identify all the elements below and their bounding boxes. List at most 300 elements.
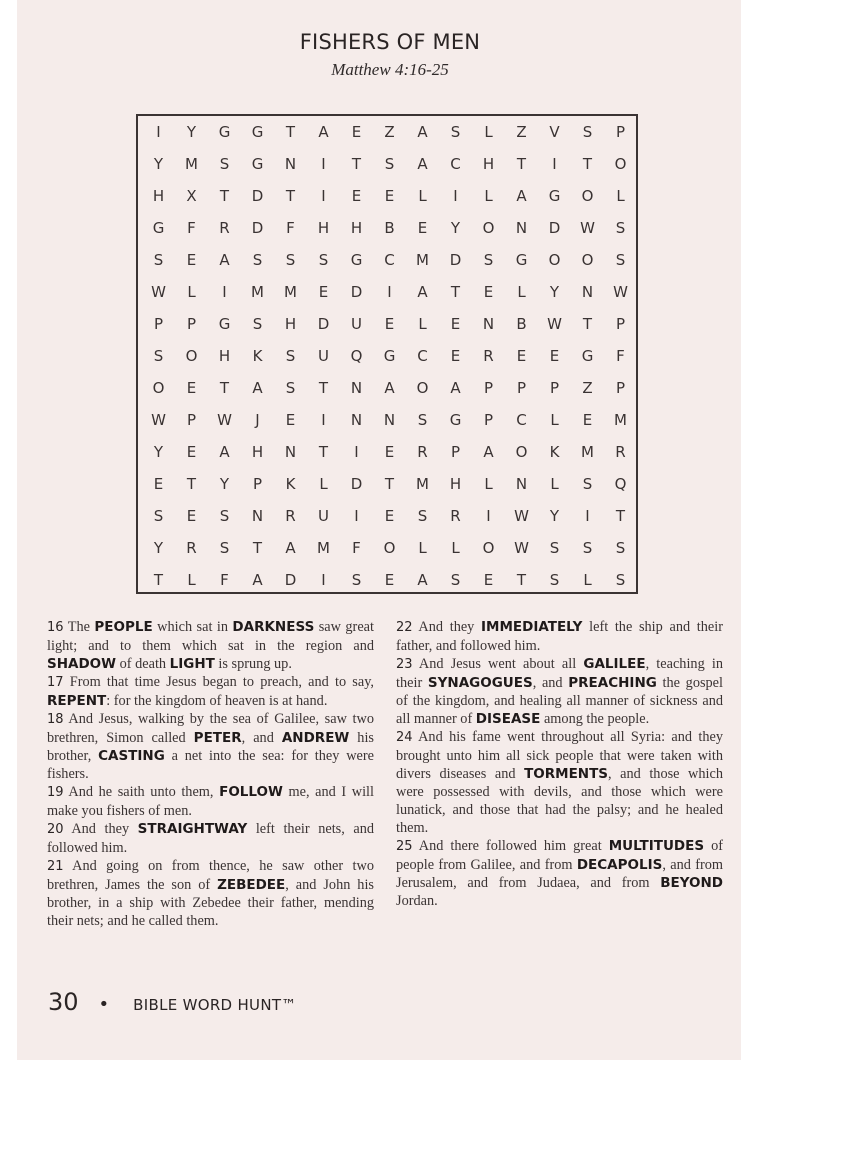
grid-letter: I <box>321 571 326 589</box>
grid-letter: M <box>185 155 198 173</box>
grid-letter: E <box>153 475 164 493</box>
grid-letter: E <box>516 347 527 365</box>
verse-number: 24 <box>396 730 413 745</box>
grid-row <box>138 244 636 276</box>
verse-18 <box>47 710 374 783</box>
grid-letter: M <box>317 539 330 557</box>
grid-letter: O <box>614 155 627 173</box>
grid-letter: N <box>383 411 396 429</box>
keyword: TORMENTS <box>524 766 609 782</box>
keyword: PREACHING <box>568 675 657 691</box>
grid-letter: Y <box>153 539 164 557</box>
grid-letter: I <box>354 507 359 525</box>
grid-letter: S <box>153 251 164 269</box>
grid-letter: T <box>582 155 593 173</box>
grid-letter: R <box>186 539 197 557</box>
grid-letter: H <box>218 347 231 365</box>
grid-letter: G <box>383 347 396 365</box>
grid-letter: T <box>219 379 230 397</box>
grid-letter: S <box>351 571 362 589</box>
grid-letter: C <box>384 251 395 269</box>
verse-text: , teaching in their <box>396 656 723 691</box>
grid-letter: F <box>286 219 295 237</box>
grid-letter: G <box>515 251 528 269</box>
grid-letter: M <box>284 283 297 301</box>
scripture-reference: Matthew 4:16-25 <box>331 60 449 79</box>
grid-letter: O <box>581 251 594 269</box>
verse-text: of people from Galilee, and from <box>396 838 723 873</box>
verse-text: me, and I will make you fishers of men. <box>47 784 374 819</box>
grid-letter: T <box>318 443 329 461</box>
grid-letter: S <box>615 571 626 589</box>
grid-letter: W <box>151 283 166 301</box>
grid-letter: F <box>352 539 361 557</box>
keyword: REPENT <box>47 693 107 709</box>
grid-letter: I <box>321 155 326 173</box>
grid-row <box>138 148 636 180</box>
grid-letter: N <box>284 443 297 461</box>
grid-letter: S <box>417 507 428 525</box>
grid-row <box>138 532 636 564</box>
grid-letter: R <box>615 443 626 461</box>
keyword: SYNAGOGUES <box>427 675 533 691</box>
verse-text: left the ship and their father, and followed him. <box>396 619 723 654</box>
grid-letter: A <box>219 443 230 461</box>
grid-row <box>138 436 636 468</box>
grid-letter: U <box>351 315 362 333</box>
grid-letter: S <box>285 379 296 397</box>
grid-letter: R <box>285 507 296 525</box>
grid-letter: C <box>417 347 428 365</box>
verse-text: And Jesus went about all <box>412 656 584 672</box>
grid-letter: N <box>350 379 363 397</box>
grid-letter: T <box>153 571 164 589</box>
grid-letter: P <box>516 379 527 397</box>
grid-letter: G <box>350 251 363 269</box>
grid-letter: E <box>186 379 197 397</box>
grid-letter: G <box>548 187 561 205</box>
grid-letter: L <box>550 411 559 429</box>
keyword: SHADOW <box>47 656 117 672</box>
verse-text: And they <box>63 821 138 837</box>
book-title: BIBLE WORD HUNT™ <box>133 996 297 1014</box>
grid-letter: E <box>186 251 197 269</box>
grid-letter: E <box>417 219 428 237</box>
verse-text: , and those which were possessed with devils, and those which were lunatick, and those that had the palsy; and he healed them. <box>396 766 723 836</box>
keyword: CASTING <box>98 748 165 764</box>
grid-letter: P <box>186 315 197 333</box>
grid-letter: L <box>451 539 460 557</box>
grid-letter: O <box>515 443 528 461</box>
grid-letter: N <box>515 219 528 237</box>
keyword: IMMEDIATELY <box>481 619 583 635</box>
grid-letter: W <box>514 539 529 557</box>
grid-letter: F <box>220 571 229 589</box>
grid-letter: H <box>284 315 297 333</box>
grid-letter: S <box>153 507 164 525</box>
verse-number: 20 <box>47 822 64 837</box>
grid-row <box>138 468 636 500</box>
grid-letter: D <box>350 475 363 493</box>
grid-letter: D <box>317 315 330 333</box>
grid-letter: C <box>516 411 527 429</box>
grid-letter: P <box>483 379 494 397</box>
grid-letter: P <box>549 379 560 397</box>
verse-text: left their nets, and followed him. <box>47 821 375 856</box>
grid-letter: N <box>515 475 528 493</box>
grid-letter: S <box>384 155 395 173</box>
grid-letter: Y <box>219 475 230 493</box>
verse-number: 17 <box>47 675 64 690</box>
verse-20 <box>47 820 374 857</box>
grid-letter: I <box>552 155 557 173</box>
grid-letter: K <box>252 347 263 365</box>
grid-letter: F <box>616 347 625 365</box>
grid-letter: S <box>450 571 461 589</box>
grid-letter: D <box>449 251 462 269</box>
footer-bullet: • <box>98 994 110 1015</box>
grid-letter: H <box>152 187 165 205</box>
verse-text: And they <box>412 619 481 635</box>
verse-text: saw great light; and to them which sat in the region and <box>47 619 374 654</box>
grid-letter: S <box>582 123 593 141</box>
page-title: FISHERS OF MEN <box>299 30 481 54</box>
grid-letter: W <box>514 507 529 525</box>
grid-letter: L <box>187 571 196 589</box>
grid-letter: S <box>450 123 461 141</box>
grid-letter: A <box>318 123 329 141</box>
grid-letter: M <box>251 283 264 301</box>
grid-letter: G <box>218 123 231 141</box>
grid-letter: W <box>217 411 232 429</box>
grid-letter: P <box>450 443 461 461</box>
verse-text: which sat in <box>152 619 233 635</box>
verse-text: And there followed him great <box>412 838 609 854</box>
grid-letter: O <box>548 251 561 269</box>
verse-21 <box>47 857 374 930</box>
grid-letter: R <box>417 443 428 461</box>
grid-letter: E <box>582 411 593 429</box>
verse-text: : for the kingdom of heaven is at hand. <box>106 693 328 709</box>
keyword: DISEASE <box>475 711 541 727</box>
grid-letter: E <box>186 507 197 525</box>
grid-letter: Q <box>350 347 363 365</box>
grid-letter: G <box>152 219 165 237</box>
verse-text: The <box>63 619 95 635</box>
grid-letter: I <box>321 411 326 429</box>
verse-17 <box>47 673 374 710</box>
keyword: LIGHT <box>169 656 215 672</box>
grid-letter: P <box>252 475 263 493</box>
grid-letter: S <box>582 475 593 493</box>
grid-letter: L <box>484 123 493 141</box>
keyword: PETER <box>193 730 242 746</box>
grid-letter: S <box>285 251 296 269</box>
grid-letter: I <box>486 507 491 525</box>
grid-letter: E <box>483 571 494 589</box>
grid-letter: E <box>186 443 197 461</box>
grid-letter: E <box>351 187 362 205</box>
grid-letter: D <box>251 187 264 205</box>
keyword: PEOPLE <box>94 619 153 635</box>
grid-letter: N <box>482 315 495 333</box>
grid-letter: W <box>547 315 562 333</box>
grid-letter: L <box>484 187 493 205</box>
grid-letter: O <box>482 539 495 557</box>
grid-letter: T <box>219 187 230 205</box>
grid-letter: K <box>549 443 560 461</box>
verse-16 <box>47 618 374 673</box>
grid-letter: E <box>384 443 395 461</box>
grid-letter: T <box>582 315 593 333</box>
grid-letter: E <box>483 283 494 301</box>
verse-text: From that time Jesus began to preach, and to say, <box>63 674 374 690</box>
keyword: ANDREW <box>281 730 350 746</box>
grid-letter: B <box>516 315 527 333</box>
grid-letter: T <box>615 507 626 525</box>
grid-letter: H <box>317 219 330 237</box>
word-search-grid <box>136 114 638 594</box>
grid-letter: E <box>285 411 296 429</box>
grid-letter: Y <box>549 283 560 301</box>
keyword: BEYOND <box>660 875 723 891</box>
grid-letter: S <box>615 539 626 557</box>
grid-letter: O <box>383 539 396 557</box>
grid-letter: A <box>417 155 428 173</box>
grid-letter: L <box>517 283 526 301</box>
grid-letter: Q <box>614 475 627 493</box>
verse-text: is sprung up. <box>214 656 292 672</box>
grid-letter: S <box>582 539 593 557</box>
keyword: FOLLOW <box>219 784 283 800</box>
grid-letter: Z <box>516 123 527 141</box>
verse-number: 18 <box>47 712 64 727</box>
grid-letter: Y <box>186 123 197 141</box>
grid-letter: H <box>251 443 264 461</box>
verse-text: , and John his brother, in a ship with Zebedee their father, mending their nets; and he called them. <box>47 877 374 929</box>
grid-letter: Y <box>450 219 461 237</box>
grid-letter: S <box>483 251 494 269</box>
grid-letter: O <box>416 379 429 397</box>
grid-letter: G <box>218 315 231 333</box>
grid-letter: Y <box>153 443 164 461</box>
grid-letter: V <box>549 123 560 141</box>
verse-number: 22 <box>396 620 413 635</box>
verse-number: 23 <box>396 657 413 672</box>
grid-letter: N <box>581 283 594 301</box>
keyword: GALILEE <box>583 656 646 672</box>
verse-text: And Jesus, walking by the sea of Galilee, saw two brethren, Simon called <box>47 711 374 746</box>
grid-letter: N <box>350 411 363 429</box>
grid-letter: A <box>417 123 428 141</box>
keyword: STRAIGHTWAY <box>137 821 248 837</box>
grid-letter: G <box>449 411 462 429</box>
verse-text: , and <box>532 675 569 691</box>
grid-letter: J <box>255 411 260 429</box>
grid-row <box>138 340 636 372</box>
grid-letter: L <box>187 283 196 301</box>
grid-letter: D <box>251 219 264 237</box>
verse-number: 21 <box>47 859 64 874</box>
grid-letter: S <box>252 315 263 333</box>
grid-letter: U <box>318 347 329 365</box>
verse-text: And he saith unto them, <box>63 784 220 800</box>
grid-letter: O <box>152 379 165 397</box>
grid-letter: S <box>417 411 428 429</box>
grid-letter: H <box>350 219 363 237</box>
verse-text: a net into the sea: for they were fishers. <box>47 748 374 782</box>
verse-number: 25 <box>396 839 413 854</box>
grid-letter: D <box>548 219 561 237</box>
grid-letter: S <box>219 507 230 525</box>
grid-letter: S <box>153 347 164 365</box>
grid-row <box>138 212 636 244</box>
verse-text: Jordan. <box>396 893 438 909</box>
verse-text: of death <box>116 656 170 672</box>
grid-letter: P <box>186 411 197 429</box>
grid-letter: I <box>453 187 458 205</box>
right-column <box>396 618 723 910</box>
grid-letter: M <box>416 251 429 269</box>
grid-letter: P <box>615 379 626 397</box>
grid-letter: T <box>252 539 263 557</box>
grid-row <box>138 404 636 436</box>
grid-letter: O <box>581 187 594 205</box>
grid-letter: R <box>219 219 230 237</box>
grid-letter: K <box>285 475 296 493</box>
verse-text: And his fame went throughout all Syria: and they brought unto him all sick people that were taken with divers diseases and <box>396 729 723 782</box>
grid-letter: T <box>318 379 329 397</box>
grid-letter: U <box>318 507 329 525</box>
grid-letter: M <box>581 443 594 461</box>
grid-row <box>138 372 636 404</box>
grid-letter: P <box>483 411 494 429</box>
grid-letter: P <box>153 315 164 333</box>
grid-letter: S <box>615 219 626 237</box>
grid-letter: A <box>384 379 395 397</box>
grid-letter: S <box>285 347 296 365</box>
grid-letter: T <box>516 571 527 589</box>
verse-text: And going on from thence, he saw other two brethren, James the son of <box>47 858 374 893</box>
grid-letter: A <box>516 187 527 205</box>
grid-letter: N <box>251 507 264 525</box>
grid-row <box>138 276 636 308</box>
grid-letter: F <box>187 219 196 237</box>
grid-letter: L <box>418 539 427 557</box>
grid-letter: L <box>616 187 625 205</box>
grid-letter: A <box>285 539 296 557</box>
grid-row <box>138 180 636 212</box>
verse-text: , and from Jerusalem, and from Judaea, and from <box>396 857 724 891</box>
grid-letter: L <box>484 475 493 493</box>
left-column <box>47 618 374 930</box>
grid-letter: Y <box>153 155 164 173</box>
grid-letter: H <box>482 155 495 173</box>
grid-letter: L <box>319 475 328 493</box>
keyword: DECAPOLIS <box>576 857 663 873</box>
grid-letter: I <box>354 443 359 461</box>
verse-22 <box>396 618 723 655</box>
grid-letter: H <box>449 475 462 493</box>
verse-number: 16 <box>47 620 64 635</box>
grid-letter: E <box>384 187 395 205</box>
grid-letter: G <box>251 123 264 141</box>
page-footer <box>48 988 297 1018</box>
grid-letter: M <box>614 411 627 429</box>
grid-letter: A <box>417 571 428 589</box>
grid-letter: E <box>384 315 395 333</box>
grid-letter: S <box>318 251 329 269</box>
grid-letter: T <box>186 475 197 493</box>
grid-row <box>138 564 636 596</box>
keyword: DARKNESS <box>232 619 315 635</box>
grid-row <box>138 308 636 340</box>
grid-row <box>138 116 636 148</box>
grid-letter: I <box>585 507 590 525</box>
grid-letter: L <box>550 475 559 493</box>
grid-letter: S <box>549 571 560 589</box>
grid-letter: D <box>350 283 363 301</box>
grid-letter: P <box>615 315 626 333</box>
verse-19 <box>47 783 374 820</box>
grid-letter: S <box>219 539 230 557</box>
grid-letter: E <box>450 315 461 333</box>
grid-letter: G <box>251 155 264 173</box>
grid-letter: A <box>483 443 494 461</box>
verse-text: , and <box>241 730 282 746</box>
grid-letter: A <box>450 379 461 397</box>
verse-text: among the people. <box>540 711 650 727</box>
grid-letter: M <box>416 475 429 493</box>
grid-letter: S <box>252 251 263 269</box>
grid-letter: A <box>252 379 263 397</box>
grid-letter: T <box>351 155 362 173</box>
grid-letter: W <box>580 219 595 237</box>
grid-letter: Z <box>582 379 593 397</box>
grid-letter: S <box>219 155 230 173</box>
keyword: ZEBEDEE <box>217 877 286 893</box>
grid-letter: E <box>384 507 395 525</box>
verse-number: 19 <box>47 785 64 800</box>
grid-letter: X <box>186 187 197 205</box>
grid-letter: R <box>483 347 494 365</box>
grid-letter: P <box>615 123 626 141</box>
grid-letter: T <box>450 283 461 301</box>
verse-text: his brother, <box>47 730 374 764</box>
grid-letter: T <box>516 155 527 173</box>
grid-letter: I <box>156 123 161 141</box>
grid-letter: G <box>581 347 594 365</box>
grid-letter: I <box>387 283 392 301</box>
grid-letter: O <box>185 347 198 365</box>
grid-letter: A <box>219 251 230 269</box>
grid-letter: E <box>318 283 329 301</box>
grid-letter: I <box>222 283 227 301</box>
grid-letter: T <box>384 475 395 493</box>
grid-letter: A <box>252 571 263 589</box>
grid-letter: T <box>285 123 296 141</box>
grid-letter: S <box>549 539 560 557</box>
verse-25 <box>396 837 723 910</box>
grid-letter: Z <box>384 123 395 141</box>
grid-letter: N <box>284 155 297 173</box>
grid-letter: E <box>549 347 560 365</box>
grid-letter: T <box>285 187 296 205</box>
grid-letter: L <box>418 315 427 333</box>
verse-24 <box>396 728 723 837</box>
grid-row <box>138 500 636 532</box>
grid-letter: L <box>418 187 427 205</box>
